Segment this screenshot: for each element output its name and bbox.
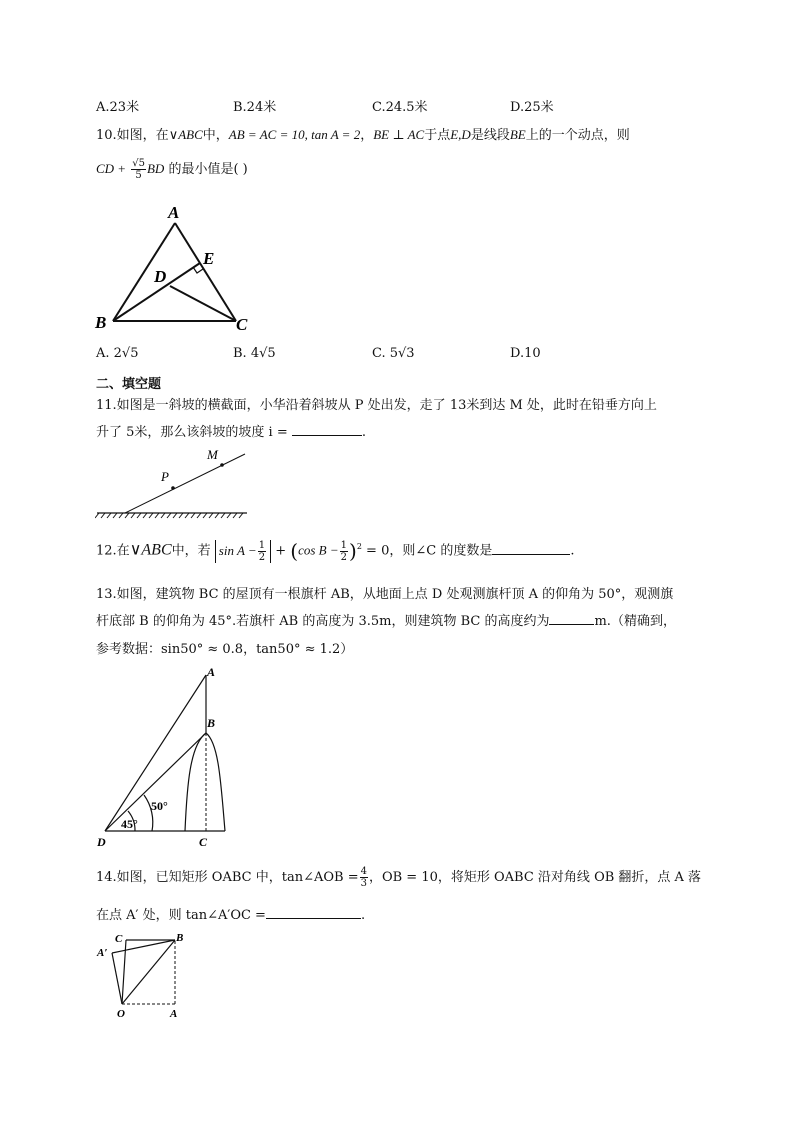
q9-option-c: C.24.5米 (372, 100, 428, 115)
q12-half-1 (258, 540, 266, 563)
q11-point-p (171, 486, 175, 490)
q11-line2 (96, 421, 366, 440)
q14-line1 (96, 866, 701, 889)
q13-label-a: A (207, 665, 216, 679)
q12-end: ，则∠C 的度数是 (389, 543, 493, 559)
q14-frac-num: 4 (360, 866, 367, 877)
q14-answer-blank[interactable] (266, 907, 361, 919)
q14-label-a: A (170, 1008, 178, 1020)
q12-half-1-den: 2 (258, 551, 266, 563)
q12-half-2-den: 2 (340, 551, 347, 563)
q13-answer-blank[interactable] (549, 613, 594, 625)
q10-end: 上的一个动点，则 (525, 128, 630, 143)
q13-angle-50: 50° (151, 799, 168, 813)
q10-label-e: E (203, 249, 215, 268)
q10-frac-den: 5 (135, 170, 142, 181)
q13-label-b: B (207, 716, 216, 730)
q12-half-1-num: 1 (258, 539, 266, 551)
q10-mid: 中， (202, 128, 229, 143)
q13-label-d: D (97, 835, 106, 849)
q10-line2 (96, 158, 248, 181)
q9-option-a: A.23米 (96, 100, 140, 115)
q10-label-d: D (154, 267, 167, 286)
q10-triangle: ∨ABC (168, 127, 203, 142)
q10-prefix: 10.如图，在 (96, 128, 169, 143)
q12-half-2-num: 1 (340, 539, 347, 551)
q12-line: 12.在∨ABC中，若 sin A − $\frac{1}{2}$ + (cos B − $\frac{1}{2}$ )$^2$ = 0，则∠C 的度数是 . (96, 539, 575, 563)
q14-label-b: B (176, 932, 184, 944)
q14-line2 (96, 904, 365, 923)
q12-triangle: ∨ABC (129, 541, 172, 559)
q13-end: m.（精确到， (594, 614, 676, 629)
q13-text: 杆底部 B 的仰角为 45°.若旗杆 AB 的高度为 3.5m，则建筑物 BC 的高度约为 (96, 614, 550, 629)
q10-expr-b: BD (146, 161, 165, 176)
q10-mid3: 于点 (424, 128, 451, 143)
q11-answer-blank[interactable] (292, 424, 362, 436)
q10-option-d: D.10 (510, 346, 541, 361)
q10-label-c: C (236, 315, 248, 334)
q10-option-b: B. 4√5 (233, 346, 276, 361)
q13-line3: 参考数据：sin50° ≈ 0.8，tan50° ≈ 1.2） (96, 642, 354, 657)
q10-figure (90, 200, 265, 340)
q10-condition: AB = AC = 10, tan A = 2 (228, 127, 361, 142)
q10-perp: BE ⊥ AC (373, 127, 425, 142)
q13-label-c: C (199, 835, 208, 849)
q13-line1: 13.如图，建筑物 BC 的屋顶有一根旗杆 AB，从地面上点 D 处观测旗杆顶 A 的仰角为 50°，观测旗 (96, 587, 674, 602)
q10-label-b: B (95, 313, 107, 332)
q11-label-p: P (161, 469, 169, 484)
q14-mid: ，OB = 10，将矩形 OABC 沿对角线 OB 翻折，点 A 落 (368, 870, 702, 885)
q14-frac-den: 3 (360, 878, 367, 889)
q11-text: 升了 5米，那么该斜坡的坡度 i = (96, 425, 288, 440)
q10-expr-a: CD + (96, 161, 127, 176)
q12-mid: 中，若 (171, 543, 211, 559)
q13-line2 (96, 610, 676, 629)
q9-option-b: B.24米 (233, 100, 277, 115)
q12-answer-blank[interactable] (492, 543, 570, 555)
q12-prefix: 12.在 (96, 543, 130, 559)
q14-figure (95, 928, 195, 1023)
q11-point-m (220, 463, 224, 467)
q14-period: . (360, 908, 366, 923)
q10-frac-num: √5 (132, 158, 145, 169)
q12-cos: cos B − (298, 542, 339, 558)
section-title: 二、填空题 (96, 377, 162, 392)
q11-period: . (361, 425, 366, 440)
q12-period: . (570, 543, 575, 559)
q14-prefix: 14.如图，已知矩形 OABC 中，tan∠AOB = (96, 870, 359, 885)
q10-mid4: 是线段 (470, 128, 510, 143)
q12-abs (215, 540, 271, 563)
q12-sin: sin A − (218, 542, 257, 558)
q10-option-c: C. 5√3 (372, 346, 415, 361)
q10-fraction (131, 158, 146, 181)
q11-figure (95, 445, 255, 520)
q11-line1: 11.如图是一斜坡的横截面，小华沿着斜坡从 P 处出发，走了 13米到达 M 处，此时在铅垂方向上 (96, 398, 657, 413)
q9-option-d: D.25米 (510, 100, 554, 115)
q14-label-a-prime: A′ (97, 947, 108, 959)
q10-segment: BE (509, 127, 526, 142)
q10-line2-end: 的最小值是( ) (168, 162, 248, 177)
q12-eq: = 0 (366, 543, 390, 559)
q10-label-a: A (168, 203, 180, 222)
q14-text: 在点 A′ 处，则 tan∠A′OC = (96, 908, 266, 923)
q11-label-m: M (207, 447, 218, 462)
q14-fraction (360, 866, 368, 889)
q12-square: 2 (356, 542, 362, 552)
q10-points: E,D (450, 127, 471, 142)
q13-figure (95, 665, 235, 850)
q10-option-a: A. 2√5 (96, 346, 139, 361)
q10-line1 (96, 124, 630, 143)
q14-label-c: C (115, 933, 123, 945)
q12-half-2 (340, 540, 348, 563)
q14-label-o: O (117, 1008, 125, 1020)
q13-angle-45: 45° (121, 817, 138, 831)
q10-comma: ， (360, 128, 374, 143)
